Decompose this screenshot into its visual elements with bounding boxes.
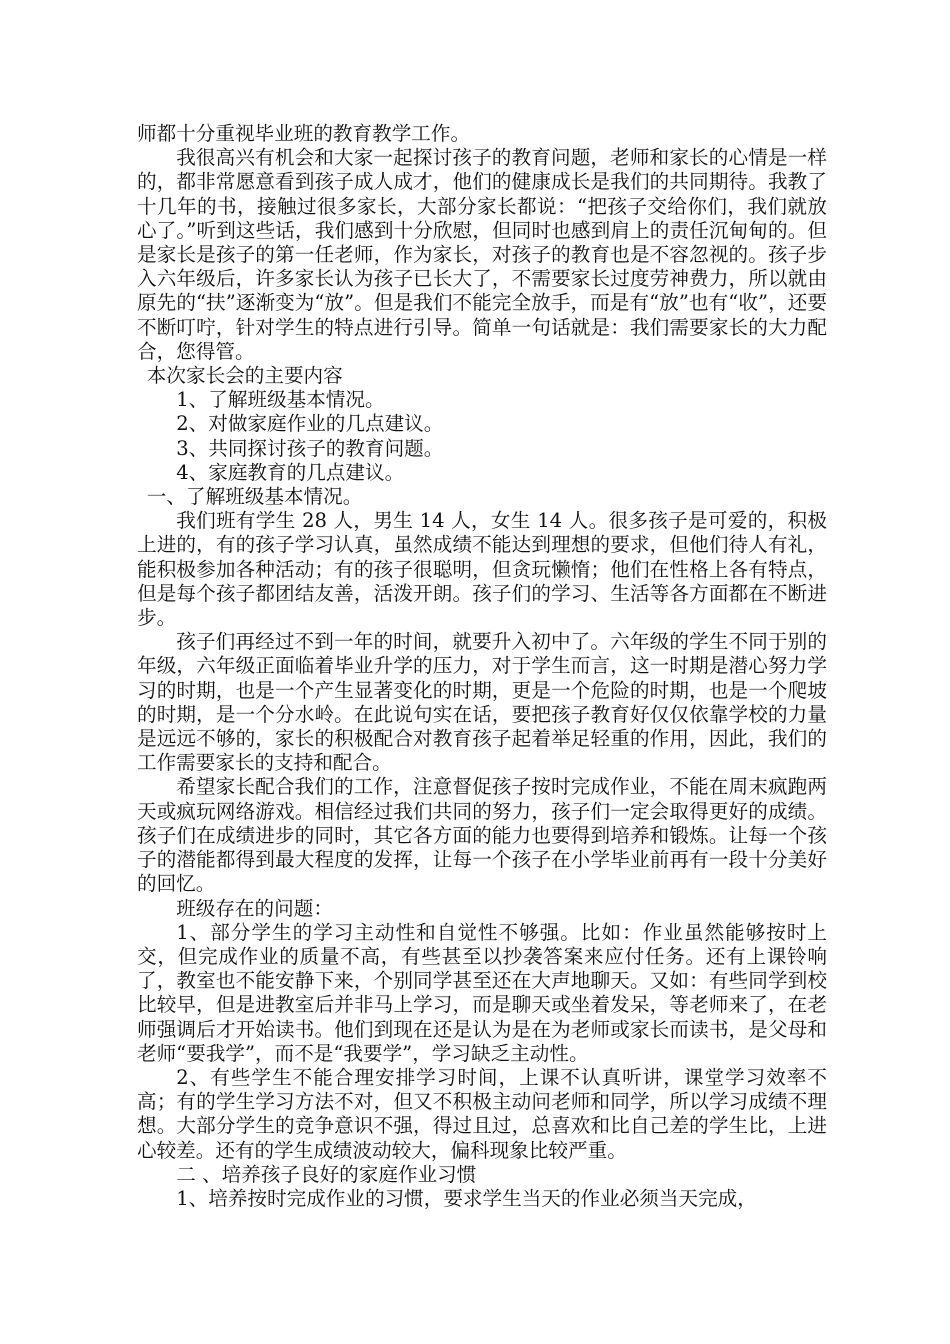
paragraph: 2、有些学生不能合理安排学习时间，上课不认真听讲，课堂学习效率不高；有的学生学习方法不对，但又不积极主动问老师和同学，所以学习成绩不理想。大部分学生的竞争意识不强，得过且过，总喜欢和比自己差的学生比，上进心较差。还有的学生成绩波动较大，偏科现象比较严重。 — [137, 1065, 827, 1162]
subheading: 班级存在的问题： — [176, 896, 333, 920]
paragraph: 我很高兴有机会和大家一起探讨孩子的教育问题，老师和家长的心情是一样的，都非常愿意看到孩子成人成才，他们的健康成长是我们的共同期待。我教了十几年的书，接触过很多家长，大部分家长都说：“把孩子交给你们，我们就放心了。”听到这些话，我们感到十分欣慰，但同时也感到肩上的责任沉甸甸的。但是家长是孩子的第一任老师，作为家长，对孩子的教育也是不容忽视的。孩子步入六年级后，许多家长认为孩子已长大了，不需要家长过度劳神费力，所以就由原先的“扶”逐渐变为“放”。但是我们不能完全放手，而是有“放”也有“收”，还要不断叮咛，针对学生的特点进行引导。简单一句话就是：我们需要家长的大力配合，您得管。 — [137, 146, 827, 363]
paragraph: 1、部分学生的学习主动性和自觉性不够强。比如：作业虽然能够按时上交，但完成作业的质量不高，有些甚至以抄袭答案来应付任务。还有上课铃响了，教室也不能安静下来，个别同学甚至还在大声地聊天。又如：有些同学到校比较早，但是进教室后并非马上学习，而是聊天或坐着发呆，等老师来了，在老师强调后才开始读书。他们到现在还是认为是在为老师或家长而读书，是父母和老师“要我学”，而不是“我要学”，学习缺乏主动性。 — [137, 920, 827, 1065]
list-item: 4、家庭教育的几点建议。 — [176, 460, 405, 484]
paragraph: 孩子们再经过不到一年的时间，就要升入初中了。六年级的学生不同于别的年级，六年级正面临着毕业升学的压力，对于学生而言，这一时期是潜心努力学习的时期，也是一个产生显著变化的时期，更是一个危险的时期，也是一个爬坡的时期，是一个分水岭。在此说句实在话，要把孩子教育好仅仅依靠学校的力量是远远不够的，家长的积极配合对教育孩子起着举足轻重的作用，因此，我们的工作需要家长的支持和配合。 — [137, 630, 827, 775]
paragraph: 我们班有学生 28 人，男生 14 人，女生 14 人。很多孩子是可爱的，积极上进的，有的孩子学习认真，虽然成绩不能达到理想的要求，但他们待人有礼，能积极参加各种活动；有的孩子很聪明，但贪玩懒惰；他们在性格上各有特点，但是每个孩子都团结友善，活泼开朗。孩子们的学习、生活等各方面都在不断进步。 — [137, 509, 827, 630]
list-item: 1、了解班级基本情况。 — [176, 388, 385, 412]
section-heading: 二 、培养孩子良好的家庭作业习惯 — [176, 1162, 477, 1186]
list-item: 3、共同探讨孩子的教育问题。 — [176, 436, 444, 460]
document-body — [137, 122, 827, 1211]
paragraph: 师都十分重视毕业班的教育教学工作。 — [137, 122, 471, 145]
paragraph: 希望家长配合我们的工作，注意督促孩子按时完成作业，不能在周末疯跑两天或疯玩网络游戏。相信经过我们共同的努力，孩子们一定会取得更好的成绩。孩子们在成绩进步的同时，其它各方面的能力也要得到培养和锻炼。让每一个孩子的潜能都得到最大程度的发挥，让每一个孩子在小学毕业前再有一段十分美好的回忆。 — [137, 775, 827, 896]
list-item: 2、对做家庭作业的几点建议。 — [176, 412, 444, 436]
section-heading: 本次家长会的主要内容 — [146, 364, 343, 388]
paragraph: 1、培养按时完成作业的习惯，要求学生当天的作业必须当天完成， — [176, 1186, 757, 1210]
section-heading: 一、了解班级基本情况。 — [146, 485, 363, 509]
